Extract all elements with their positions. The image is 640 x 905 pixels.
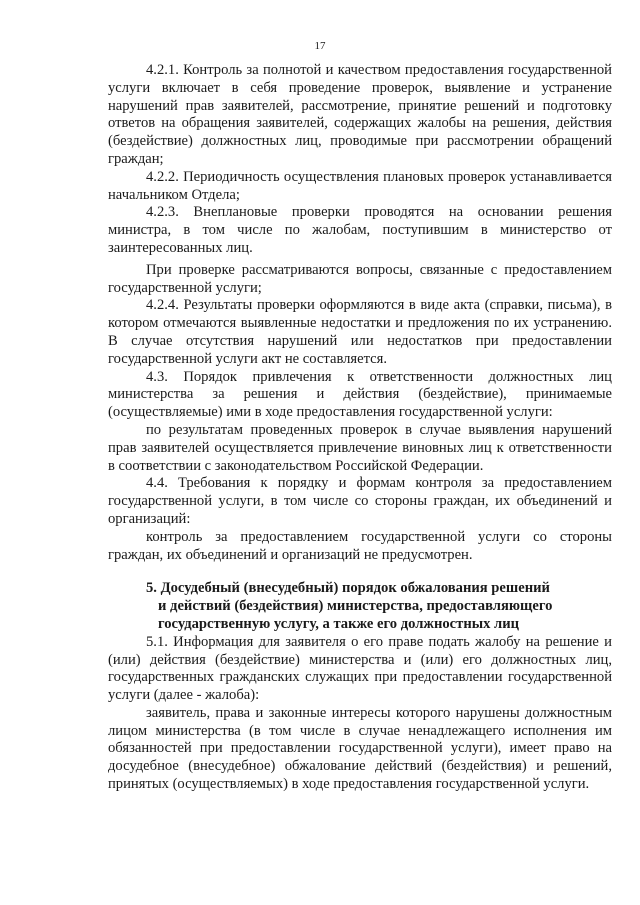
page-number: 17 <box>314 40 326 52</box>
paragraph-5-1: 5.1. Информация для заявителя о его праве подать жалобу на решение и (или) действия (бездействие) министерства и (или) его должностных лиц, государственных гражданских служащих при предоставлении государственной услуги (далее - жалоба): <box>108 633 612 704</box>
paragraph-results: по результатам проведенных проверок в случае выявления нарушений прав заявителей осуществляется привлечение виновных лиц к ответственности в соответствии с законодательством Российской Федерации. <box>108 421 612 474</box>
paragraph-4-4: 4.4. Требования к порядку и формам контроля за предоставлением государственной услуги, в том числе со стороны граждан, их объединений и организаций: <box>108 475 612 527</box>
section-5-heading <box>108 580 612 633</box>
section-heading-line-3: государственную услугу, а также его должностных лиц <box>158 615 520 632</box>
paragraph-4-2-4: 4.2.4. Результаты проверки оформляются в виде акта (справки, письма), в котором отмечаются выявленные недостатки и предложения по их устранению. В случае отсутствия нарушений или недостатков при предоставлении государственной услуги акт не составляется. <box>108 297 612 367</box>
page-content <box>108 0 612 794</box>
paragraph-4-3: 4.3. Порядок привлечения к ответственности должностных лиц министерства за решения и действия (бездействие), принимаемые (осуществляемые) ими в ходе предоставления государственной услуги: <box>108 368 612 421</box>
section-heading-line-1: 5. Досудебный (внесудебный) порядок обжалования решений <box>146 580 550 597</box>
paragraph-applicant: заявитель, права и законные интересы которого нарушены должностным лицом министерства (в том числе в случае ненадлежащего исполнения им обязанностей при предоставлении государственной услуги), имеет право на досудебное (внесудебное) обжалование действий (бездействия) и решений, принятых (осуществляемых) в ходе предоставления государственной услуги. <box>108 704 612 793</box>
paragraph-4-2-2: 4.2.2. Периодичность осуществления плановых проверок устанавливается начальником Отдела; <box>108 168 612 203</box>
paragraph-check: При проверке рассматриваются вопросы, связанные с предоставлением государственной услуги; <box>108 261 612 296</box>
paragraph-4-2-1: 4.2.1. Контроль за полнотой и качеством предоставления государственной услуги включает в себя проведение проверок, выявление и устранение нарушений прав заявителей, рассмотрение, принятие решений и подготовку ответов на обращения заявителей, содержащих жалобы на решения, действия (бездействие) должностных лиц, проводимые при рассмотрении обращений граждан; <box>108 62 612 167</box>
paragraph-control: контроль за предоставлением государственной услуги со стороны граждан, их объединений и организаций не предусмотрен. <box>108 528 612 563</box>
paragraph-4-2-3: 4.2.3. Внеплановые проверки проводятся на основании решения министра, в том числе по жалобам, поступившим в министерство от заинтересованных лиц. <box>108 204 612 256</box>
section-heading-line-2: и действий (бездействия) министерства, предоставляющего <box>158 598 553 615</box>
